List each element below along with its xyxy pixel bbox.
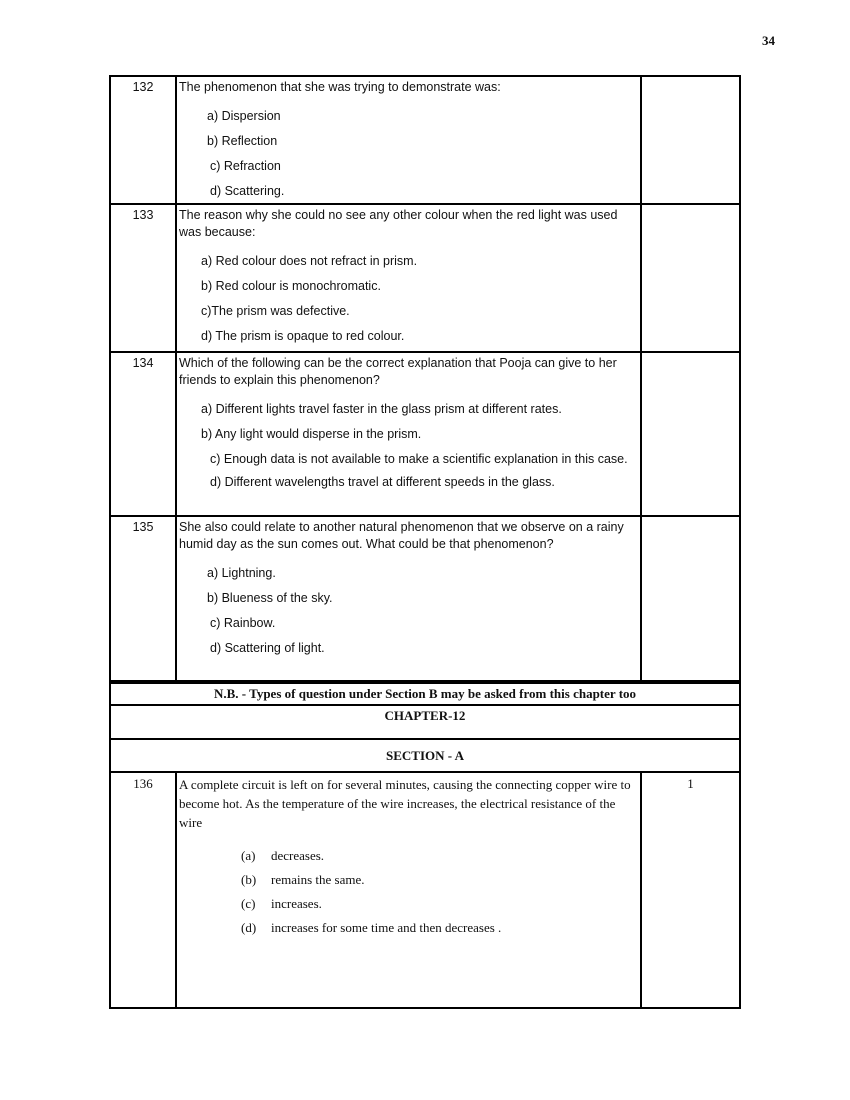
marks-cell: 1 [687,776,694,791]
question-body [177,205,642,351]
question-number: 135 [111,517,177,680]
section-title: SECTION - A [109,740,741,773]
option-label: (b) [241,872,257,887]
question-number: 132 [111,77,177,203]
question-row-136 [109,773,741,1009]
option-a: a) Different lights travel faster in the glass prism at different rates. [201,402,562,416]
option-d: d) Scattering of light. [210,641,325,655]
option-b [179,870,638,889]
question-body [177,353,642,515]
option-b: b) Reflection [207,134,278,148]
question-number: 136 [111,773,177,1007]
question-row-134 [109,353,741,517]
question-row-133 [109,205,741,353]
option-a: a) Lightning. [207,566,276,580]
option-text: increases for some time and then decreases . [271,920,502,935]
option-text: increases. [271,896,322,911]
option-d [179,918,638,937]
option-text: decreases. [271,848,325,863]
question-table [109,75,741,1009]
question-number: 133 [111,205,177,351]
option-c: c) Refraction [210,159,281,173]
option-text: remains the same. [271,872,365,887]
marks-cell [642,77,739,203]
question-body [177,773,642,1007]
question-body [177,517,642,680]
chapter-title: CHAPTER-12 [109,706,741,740]
option-label: (a) [241,848,256,863]
option-b: b) Red colour is monochromatic. [201,279,381,293]
question-body [177,77,642,203]
question-number: 134 [111,353,177,515]
option-a: a) Dispersion [207,109,281,123]
option-label: (c) [241,896,256,911]
marks-cell [642,517,739,680]
option-a: a) Red colour does not refract in prism. [201,254,418,268]
option-d: d) The prism is opaque to red colour. [201,329,405,343]
question-stem: A complete circuit is left on for several minutes, causing the connecting copper wire to become hot. As the temperature of the wire increases, the electrical resistance of the wire [179,777,631,830]
question-stem: Which of the following can be the correct explanation that Pooja can give to her friends to explain this phenomenon? [179,356,617,387]
option-b: b) Blueness of the sky. [207,591,333,605]
option-a [179,846,638,865]
question-row-135 [109,517,741,682]
marks-cell [642,353,739,515]
option-d: d) Different wavelengths travel at different speeds in the glass. [210,475,555,489]
option-c: c) Enough data is not available to make a scientific explanation in this case. [210,452,628,466]
question-stem: The reason why she could no see any other colour when the red light was used was because: [179,208,618,239]
question-stem: She also could relate to another natural phenomenon that we observe on a rainy humid day as the sun comes out. What could be that phenomenon? [179,520,624,551]
note-banner: N.B. - Types of question under Section B may be asked from this chapter too [109,682,741,706]
marks-cell [642,205,739,351]
question-stem: The phenomenon that she was trying to demonstrate was: [179,80,501,94]
option-b: b) Any light would disperse in the prism. [201,427,422,441]
option-c: c)The prism was defective. [201,304,350,318]
option-c: c) Rainbow. [210,616,276,630]
option-label: (d) [241,920,257,935]
option-c [179,894,638,913]
page-number: 34 [762,33,775,48]
question-row-132 [109,75,741,205]
bottom-gap [268,1006,593,1007]
option-d: d) Scattering. [210,184,285,198]
